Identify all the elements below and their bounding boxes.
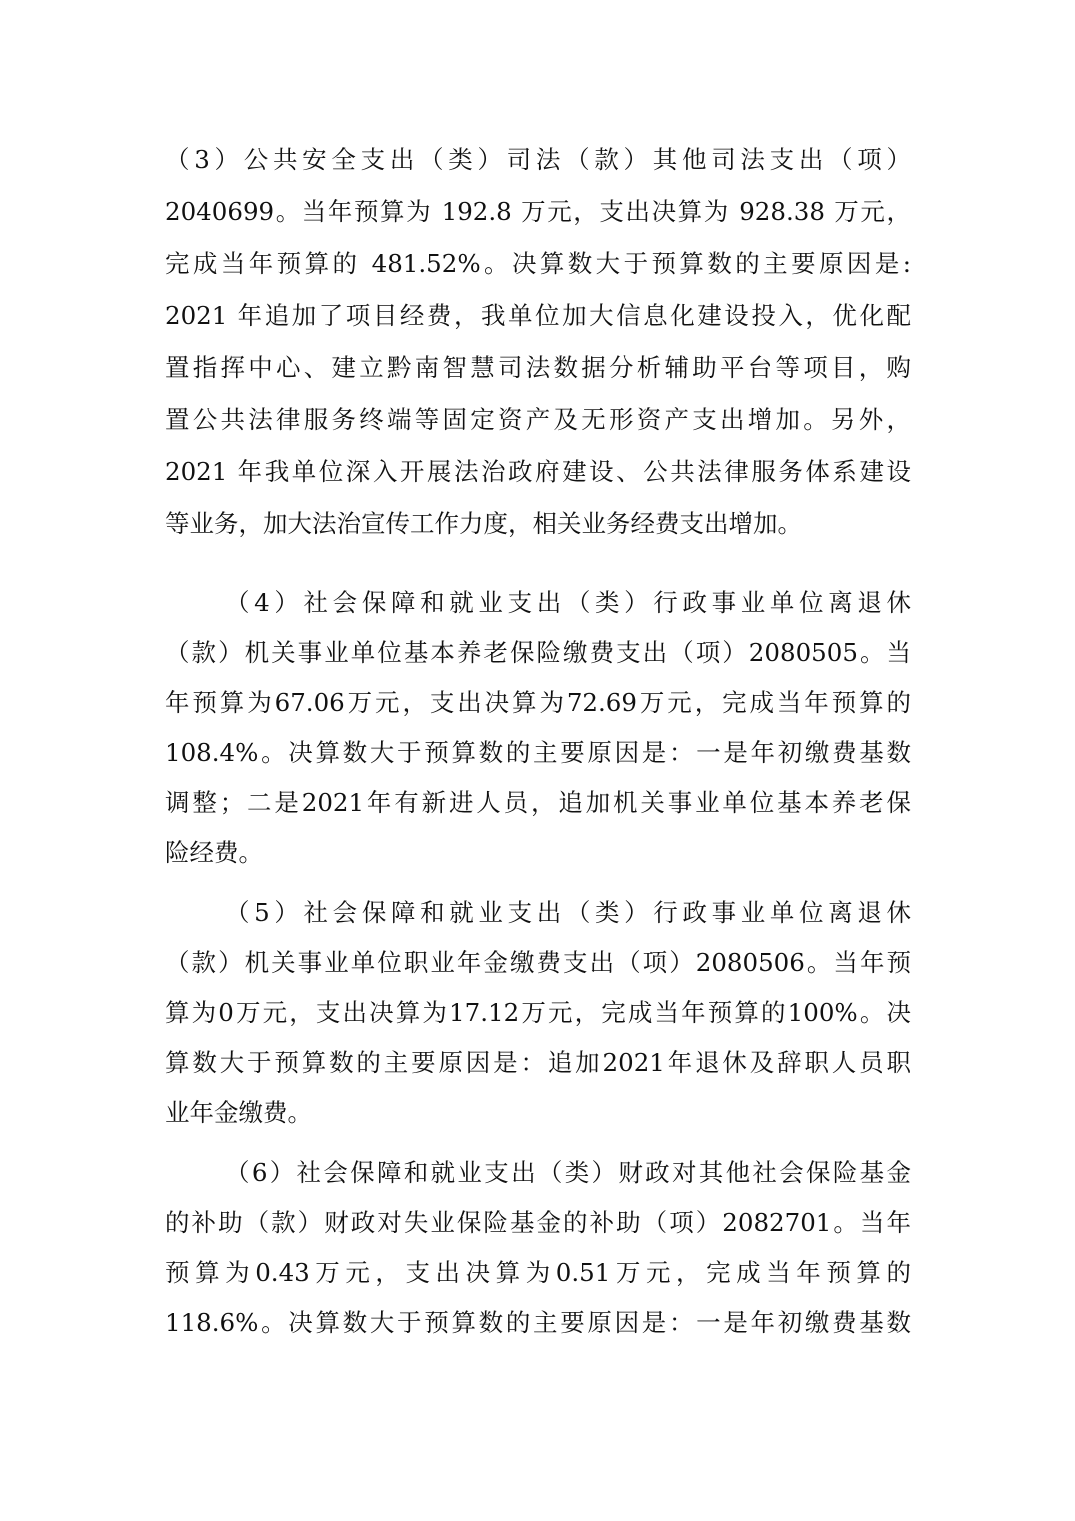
- paragraph-4-line-2: （款）机关事业单位基本养老保险缴费支出（项）2080505。当: [165, 638, 911, 667]
- paragraph-3-line-5: 置指挥中心、建立黔南智慧司法数据分析辅助平台等项目，购: [165, 353, 911, 382]
- paragraph-3-line-7: 2021 年我单位深入开展法治政府建设、公共法律服务体系建设: [165, 457, 911, 486]
- paragraph-3-line-6: 置公共法律服务终端等固定资产及无形资产支出增加。另外，: [165, 405, 911, 434]
- paragraph-6-line-1: （6）社会保障和就业支出（类）财政对其他社会保险基金: [225, 1158, 911, 1187]
- paragraph-5-line-1: （5）社会保障和就业支出（类）行政事业单位离退休: [225, 898, 911, 927]
- paragraph-6-line-3: 预算为0.43万元，支出决算为0.51万元，完成当年预算的: [165, 1258, 911, 1287]
- paragraph-3-line-1: （3）公共安全支出（类）司法（款）其他司法支出（项）: [165, 145, 911, 174]
- paragraph-4-line-1: （4）社会保障和就业支出（类）行政事业单位离退休: [225, 588, 911, 617]
- paragraph-6-line-2: 的补助（款）财政对失业保险基金的补助（项）2082701。当年: [165, 1208, 911, 1237]
- paragraph-4-line-4: 108.4%。决算数大于预算数的主要原因是：一是年初缴费基数: [165, 738, 911, 767]
- paragraph-5-line-2: （款）机关事业单位职业年金缴费支出（项）2080506。当年预: [165, 948, 911, 977]
- paragraph-3-line-8: 等业务，加大法治宣传工作力度，相关业务经费支出增加。: [165, 509, 802, 538]
- paragraph-5-line-3: 算为0万元，支出决算为17.12万元，完成当年预算的100%。决: [165, 998, 911, 1027]
- paragraph-3-line-4: 2021 年追加了项目经费，我单位加大信息化建设投入，优化配: [165, 301, 911, 330]
- paragraph-4-line-6: 险经费。: [165, 838, 263, 867]
- paragraph-5-line-4: 算数大于预算数的主要原因是：追加2021年退休及辞职人员职: [165, 1048, 911, 1077]
- paragraph-6-line-4: 118.6%。决算数大于预算数的主要原因是：一是年初缴费基数: [165, 1308, 911, 1337]
- paragraph-4-line-5: 调整；二是2021年有新进人员，追加机关事业单位基本养老保: [165, 788, 911, 817]
- paragraph-3-line-2: 2040699。当年预算为 192.8 万元，支出决算为 928.38 万元，: [165, 197, 911, 226]
- paragraph-3-line-3: 完成当年预算的 481.52%。决算数大于预算数的主要原因是:: [165, 249, 911, 278]
- paragraph-4-line-3: 年预算为67.06万元，支出决算为72.69万元，完成当年预算的: [165, 688, 911, 717]
- paragraph-5-line-5: 业年金缴费。: [165, 1098, 312, 1127]
